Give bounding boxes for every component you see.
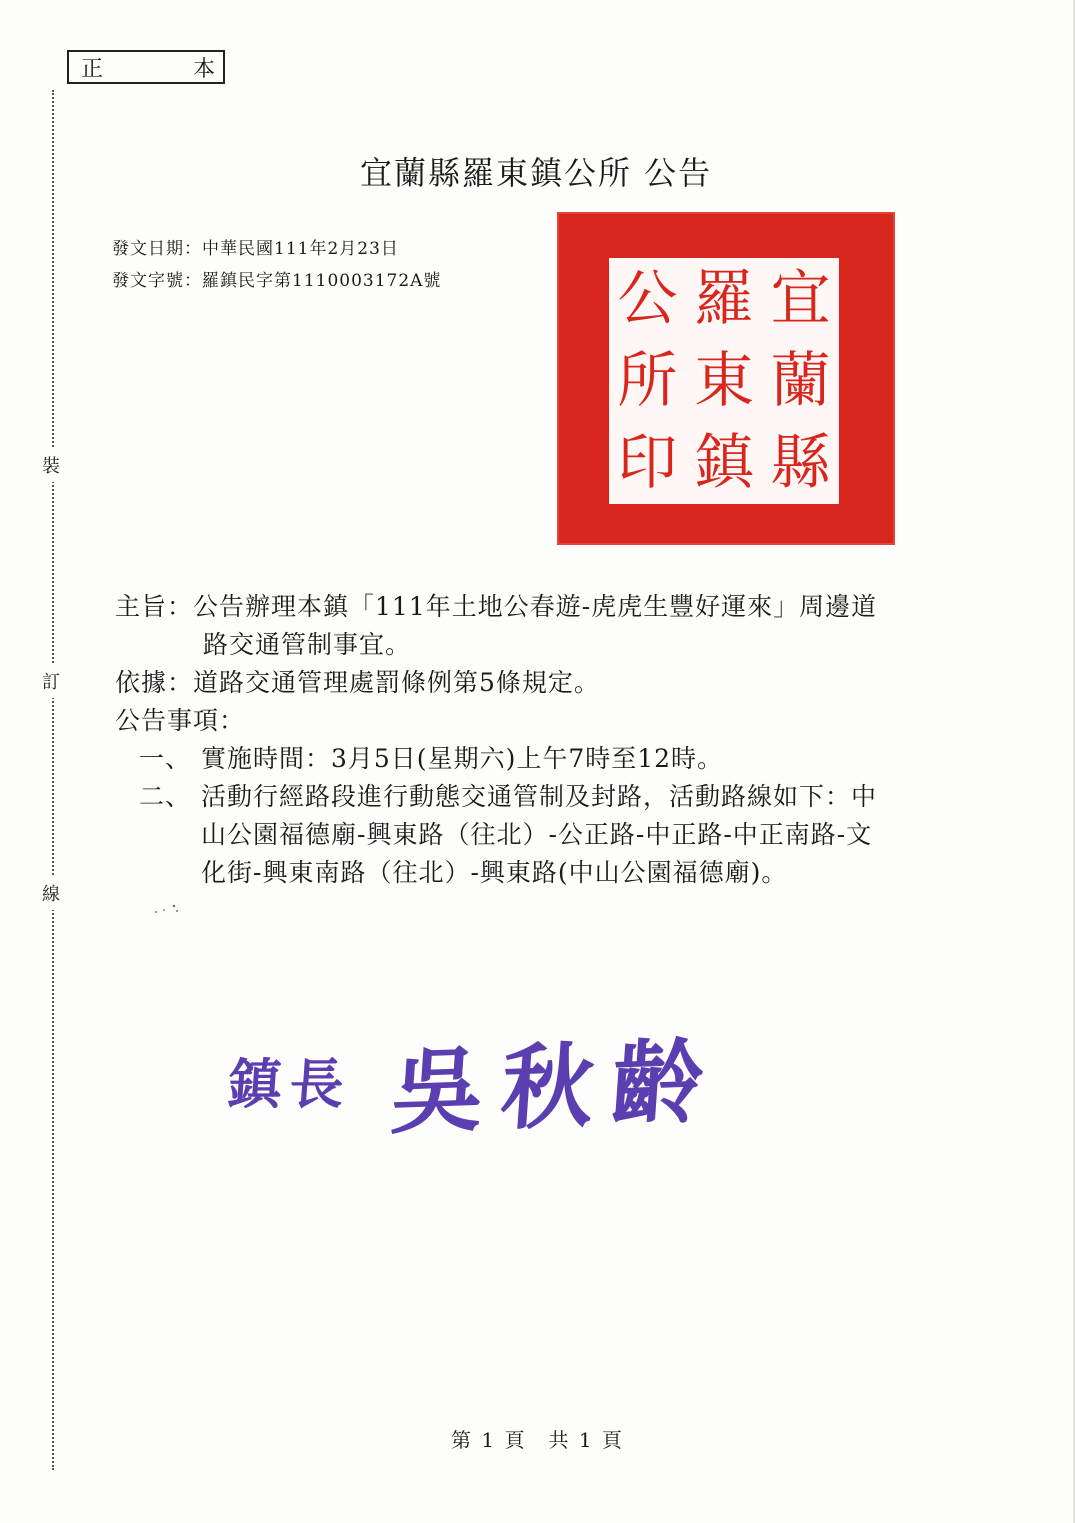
copy-stamp-right: 本 [192, 56, 215, 82]
seal-inner-field [609, 258, 839, 504]
issue-date: 發文日期：中華民國111年2月23日 [112, 239, 399, 259]
basis-row [115, 664, 975, 702]
list-item [115, 740, 975, 778]
item-continuation: 化街-興東南路（往北）-興東路(中山公園福德廟)。 [201, 858, 788, 887]
seal-char: 東 [694, 346, 754, 416]
document-number: 發文字號：羅鎮民字第1110003172A號 [112, 271, 442, 291]
item-number: 二、 [139, 782, 192, 811]
seal-char: 蘭 [770, 346, 831, 416]
seal-char: 縣 [770, 428, 831, 498]
signature-title: 鎮長 [225, 1051, 354, 1116]
scan-specks [150, 900, 190, 920]
mayor-signature-stamp [225, 1020, 788, 1147]
items-label: 公告事項： [115, 706, 246, 735]
copy-stamp-left: 正 [81, 56, 104, 82]
binding-mark-ding: 訂 [38, 664, 64, 698]
basis-text: 道路交通管理處罰條例第5條規定。 [193, 668, 600, 697]
official-seal [557, 212, 895, 545]
seal-char: 羅 [694, 264, 754, 334]
seal-char: 印 [617, 428, 678, 498]
subject-row [115, 588, 975, 626]
basis-label: 依據： [115, 668, 194, 697]
document-title: 宜蘭縣羅東鎮公所 公告 [360, 154, 713, 192]
list-item [115, 778, 975, 816]
page-footer: 第 1 頁 共 1 頁 [451, 1428, 624, 1452]
item-text: 實施時間：3月5日(星期六)上午7時至12時。 [201, 744, 724, 773]
item-continuation: 山公園福德廟-興東路（往北）-公正路-中正路-中正南路-文 [201, 820, 873, 849]
signature-name: 吳秋齡 [387, 1027, 726, 1147]
binding-mark-xian: 線 [38, 876, 64, 910]
seal-char: 宜 [770, 264, 831, 334]
item-text: 活動行經路段進行動態交通管制及封路，活動路線如下：中 [201, 782, 878, 811]
seal-char: 公 [617, 264, 678, 334]
announcement-body [115, 588, 975, 892]
seal-char: 所 [617, 346, 678, 416]
seal-char: 鎮 [694, 428, 754, 498]
item-number: 一、 [139, 744, 192, 773]
subject-line-1: 公告辦理本鎮「111年土地公春遊-虎虎生豐好運來」周邊道 [193, 592, 878, 621]
subject-line-2: 路交通管制事宜。 [203, 630, 412, 659]
original-copy-stamp [67, 50, 225, 84]
speck-marks [150, 900, 190, 920]
subject-label: 主旨： [115, 592, 194, 621]
binding-mark-zhuang: 裝 [38, 448, 64, 482]
binding-dotted-line [52, 90, 54, 1470]
